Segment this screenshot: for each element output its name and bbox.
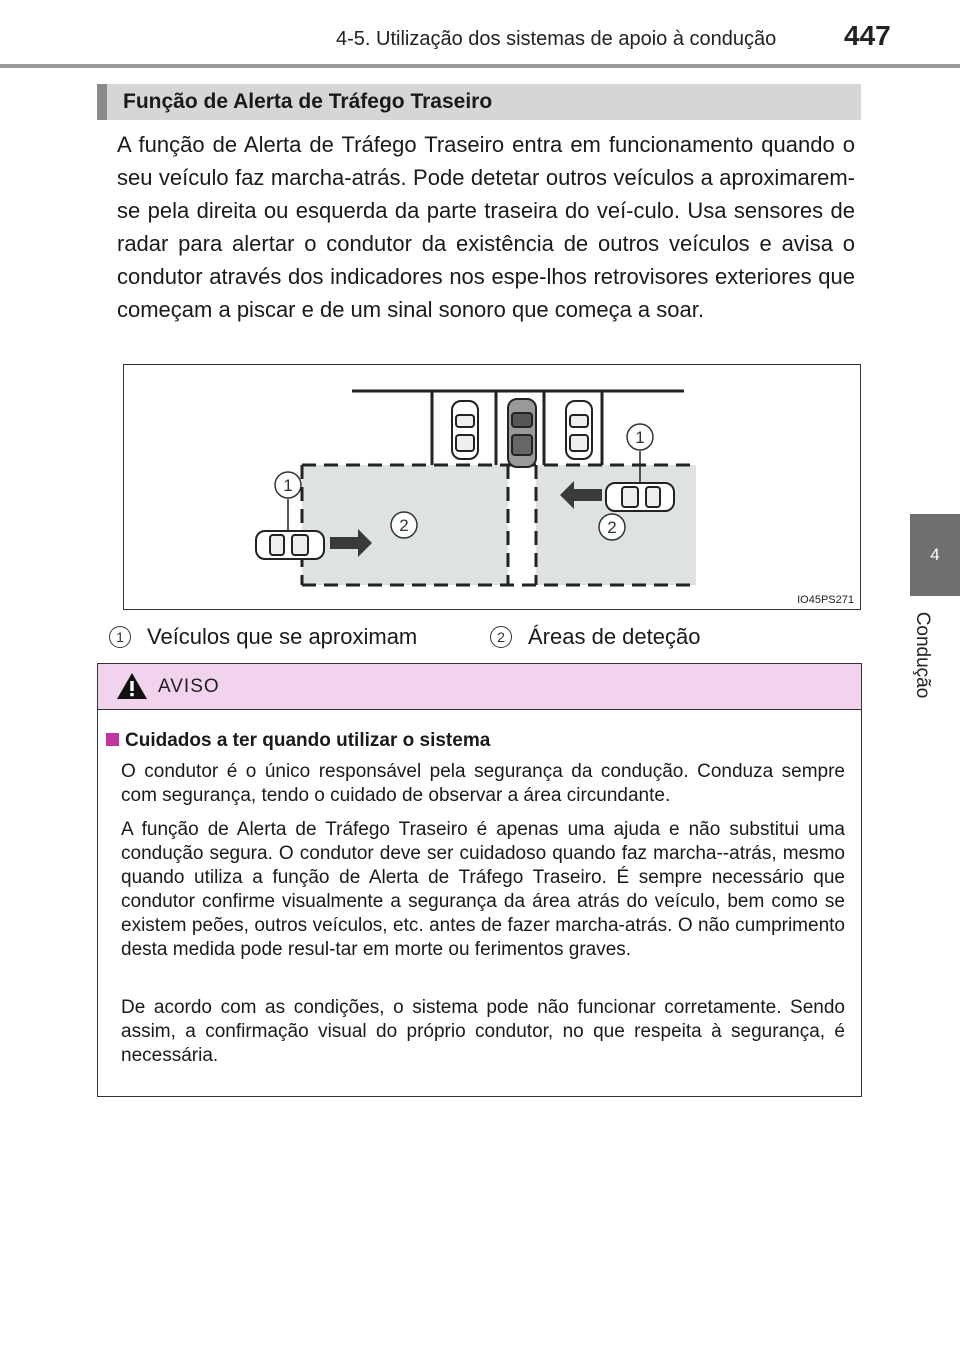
warning-label: AVISO xyxy=(158,676,220,697)
legend-text: Veículos que se aproximam xyxy=(147,624,418,649)
header-rule xyxy=(0,64,960,68)
warning-paragraph-1: O condutor é o único responsável pela segurança da condução. Conduza sempre com segurança, tendo o cuidado de observar a área circundante. xyxy=(121,761,845,806)
figure-code: IO45PS271 xyxy=(797,594,854,606)
legend-number: 2 xyxy=(490,626,512,648)
warning-paragraph-3: De acordo com as condições, o sistema pode não funcionar corretamente. Sendo assim, a confirmação visual do próprio condutor, no que respeita à segurança, é necessária. xyxy=(121,997,845,1066)
warning-subtitle xyxy=(106,730,490,752)
legend-item-2 xyxy=(490,624,700,650)
section-title: Função de Alerta de Tráfego Traseiro xyxy=(123,90,493,113)
parked-car-right xyxy=(566,401,592,459)
warning-paragraph-2: A função de Alerta de Tráfego Traseiro é apenas uma ajuda e não substitui uma condução segura. O condutor deve ser cuidadoso quando faz marcha--atrás, mesmo quando utiliza a função de Alerta de Tráfego Traseiro. É sempre necessário que condutor confirme visualmente a segurança da área atrás do veículo, bem como se existem peões, outros veículos, etc. antes de fazer marcha-atrás. O não cumprimento desta medida pode resul-tar em morte ou ferimentos graves. xyxy=(121,819,845,960)
legend-item-1 xyxy=(109,624,417,650)
callout-1-right-label: 1 xyxy=(635,428,645,447)
warning-triangle-icon xyxy=(116,672,148,700)
running-header: 4-5. Utilização dos sistemas de apoio à condução xyxy=(336,28,777,50)
warning-box xyxy=(97,663,862,1097)
approaching-car-left xyxy=(256,531,324,559)
rcta-illustration xyxy=(123,364,861,610)
section-heading-bar xyxy=(97,84,861,120)
bullet-square-icon xyxy=(106,733,119,746)
callout-2-right-label: 2 xyxy=(607,518,617,537)
warning-header xyxy=(98,664,861,710)
parked-car-left xyxy=(452,401,478,459)
callout-2-left-label: 2 xyxy=(399,516,409,535)
parked-car-own xyxy=(508,399,536,467)
warning-subtitle-text: Cuidados a ter quando utilizar o sistema xyxy=(125,730,491,751)
intro-paragraph: A função de Alerta de Tráfego Traseiro entra em funcionamento quando o seu veículo faz marcha-atrás. Pode detetar outros veículos a aproximarem-se pela direita ou esquerda da parte traseira do veí-culo. Usa sensores de radar para alertar o condutor da existência de outros veículos e avisa o condutor através dos indicadores nos espe-lhos retrovisores exteriores que começam a piscar e de um sinal sonoro que começa a soar. xyxy=(117,132,855,322)
callout-1-left-label: 1 xyxy=(283,476,293,495)
legend-number: 1 xyxy=(109,626,131,648)
legend-text: Áreas de deteção xyxy=(528,624,701,649)
chapter-tab: 4 xyxy=(910,514,960,596)
parking-diagram xyxy=(124,365,860,609)
approaching-car-right xyxy=(606,483,674,511)
page-number: 447 xyxy=(844,20,891,51)
chapter-label: Condução xyxy=(912,611,933,699)
